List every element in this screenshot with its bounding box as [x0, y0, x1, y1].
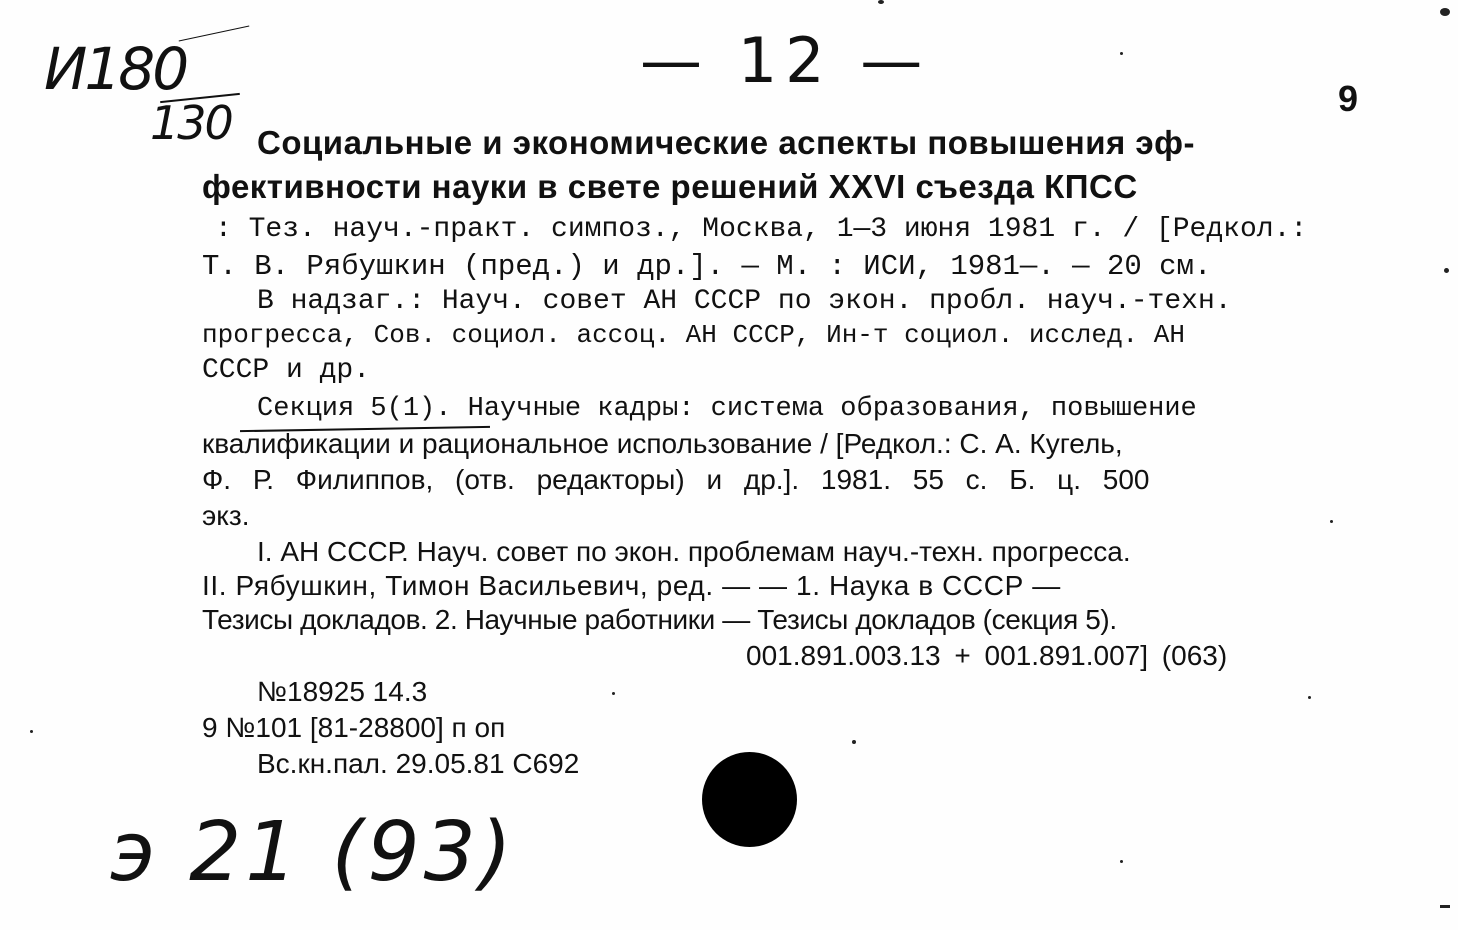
- header-note-line-2: прогресса, Сов. социол. ассоц. АН СССР, Ин-т социол. исслед. АН: [202, 320, 1185, 350]
- scan-speck: [1440, 905, 1450, 908]
- section-title: Научные кадры: система образования, повышение: [467, 394, 1197, 424]
- imprint-line-2: Т. В. Рябушкин (пред.) и др.]. — М. : ИСИ, 1981—. — 20 см.: [202, 250, 1212, 283]
- section-line-2: квалификации и рациональное использование / [Редкол.: С. А. Кугель,: [202, 428, 1123, 459]
- shelf-mark-bottom: 130: [150, 96, 232, 150]
- scan-speck: [852, 740, 856, 744]
- title-line-1: Социальные и экономические аспекты повышения эф-: [257, 124, 1195, 161]
- handwritten-bottom-code: э 21 (93): [110, 805, 516, 900]
- card-punch-hole: [702, 752, 797, 847]
- section-label: Секция 5(1).: [257, 394, 452, 424]
- scan-speck: [612, 692, 615, 695]
- registration-line-2: 9 №101 [81-28800] п оп: [202, 712, 506, 743]
- tracing-line-3: Тезисы докладов. 2. Научные работники — Тезисы докладов (секция 5).: [202, 604, 1117, 635]
- section-line-1: [257, 394, 1197, 424]
- registration-line-1: №18925 14.3: [257, 676, 428, 707]
- imprint-line-1: : Тез. науч.-практ. симпоз., Москва, 1—3 июня 1981 г. / [Редкол.:: [215, 214, 1308, 245]
- scan-speck: [1120, 52, 1123, 55]
- shelf-mark-top: И180: [44, 35, 187, 103]
- scan-speck: [1308, 696, 1311, 699]
- header-note-line-3: СССР и др.: [202, 355, 371, 386]
- scan-speck: [1444, 268, 1449, 273]
- section-line-3: Ф. Р. Филиппов, (отв. редакторы) и др.]. 1981. 55 с. Б. ц. 500: [202, 464, 1150, 495]
- scan-speck: [1330, 520, 1333, 523]
- card-number: 9: [1338, 78, 1359, 119]
- scan-speck: [30, 730, 33, 733]
- scan-speck: [1440, 8, 1450, 16]
- tracing-line-1: I. АН СССР. Науч. совет по экон. проблемам науч.-техн. прогресса.: [257, 536, 1131, 567]
- handwritten-shelf-mark: [44, 35, 187, 103]
- scan-speck: [878, 0, 884, 4]
- scan-speck: [1120, 860, 1123, 863]
- handwritten-page-marker: — 12 —: [640, 24, 931, 97]
- pen-stroke: [179, 26, 250, 42]
- registration-line-3: Вс.кн.пал. 29.05.81 С692: [257, 748, 580, 779]
- header-note-line-1: В надзаг.: Науч. совет АН СССР по экон. пробл. науч.-техн.: [257, 286, 1232, 317]
- title-line-2: фективности науки в свете решений XXVI съезда КПСС: [202, 168, 1138, 205]
- tracing-line-2: II. Рябушкин, Тимон Васильевич, ред. — — 1. Наука в СССР —: [202, 570, 1061, 601]
- classification-index: 001.891.003.13 + 001.891.007] (063): [746, 640, 1228, 671]
- handwritten-shelf-mark-denominator: [150, 96, 232, 150]
- section-line-4: экз.: [202, 500, 250, 531]
